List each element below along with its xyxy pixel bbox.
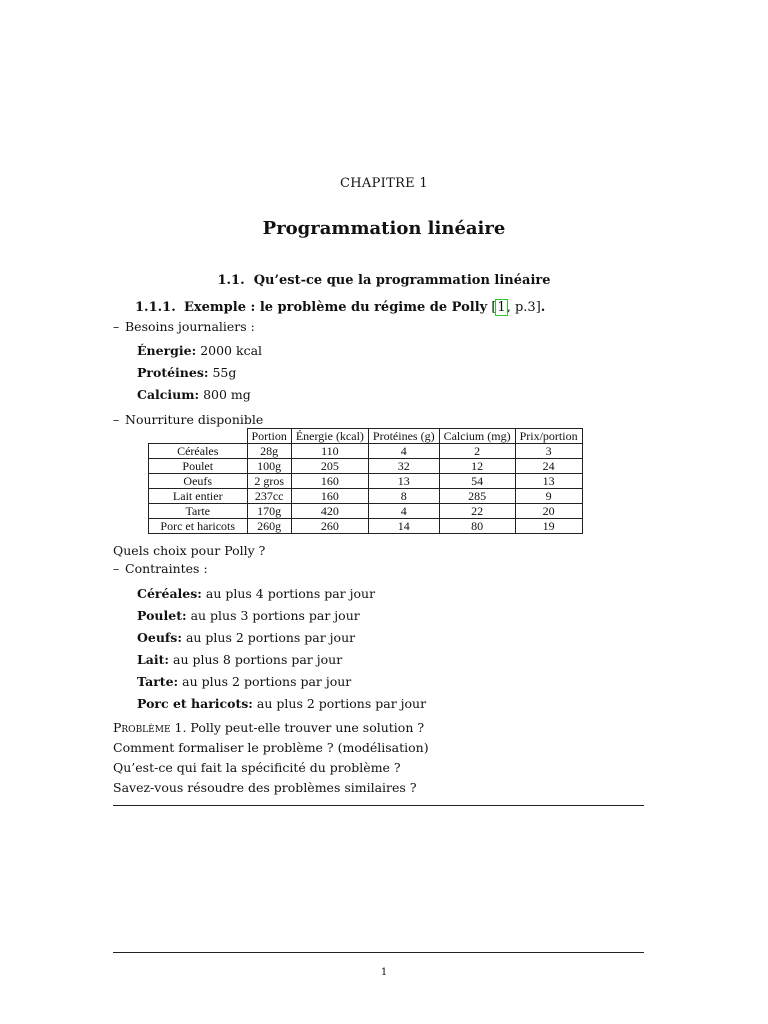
table-cell: Lait entier [149,489,248,504]
table-cell: Porc et haricots [149,519,248,534]
constraint-porc: Porc et haricots: au plus 2 portions par jour [137,696,427,711]
subsection-heading: 1.1.1. Exemple : le problème du régime de Polly [1, p.3]. [135,300,546,315]
chapter-label: CHAPITRE 1 [340,176,428,191]
table-cell: 285 [439,489,515,504]
table-cell: 80 [439,519,515,534]
problem-line-4: Savez-vous résoudre des problèmes similaires ? [113,780,417,795]
table-row [149,489,583,504]
constraint-tarte: Tarte: au plus 2 portions par jour [137,674,352,689]
table-header-cell: Énergie (kcal) [291,429,368,444]
table-cell: 4 [368,444,439,459]
table-cell: 160 [291,489,368,504]
table-cell: 22 [439,504,515,519]
table-row [149,519,583,534]
table-row [149,444,583,459]
table-row [149,459,583,474]
table-cell: 160 [291,474,368,489]
table-cell: 237cc [247,489,291,504]
table-row [149,504,583,519]
table-cell: Céréales [149,444,248,459]
table-cell: 9 [515,489,582,504]
citation: [1, p.3] [491,300,541,315]
table-cell: 54 [439,474,515,489]
page-number: 1 [380,967,388,978]
constraint-poulet: Poulet: au plus 3 portions par jour [137,608,360,623]
need-calcium: Calcium: 800 mg [137,387,251,402]
problem-line-2: Comment formaliser le problème ? (modélisation) [113,740,429,755]
table-cell: 14 [368,519,439,534]
citation-link[interactable]: 1 [497,300,506,315]
question-text: Quels choix pour Polly ? [113,543,266,558]
footer-rule [113,952,644,953]
problem-line-1: Problème 1. Polly peut-elle trouver une solution ? [113,720,425,735]
table-cell: 28g [247,444,291,459]
table-cell: 205 [291,459,368,474]
table-cell: 260g [247,519,291,534]
subsection-number: 1.1.1. [135,300,176,315]
table-cell: Poulet [149,459,248,474]
table-cell: Oeufs [149,474,248,489]
food-table [148,428,583,534]
needs-label: – Besoins journaliers : [113,319,255,334]
need-proteins: Protéines: 55g [137,365,237,380]
table-cell: 20 [515,504,582,519]
constraint-cereales: Céréales: au plus 4 portions par jour [137,586,376,601]
problem-label: Problème [113,720,171,735]
table-cell: 2 gros [247,474,291,489]
constraint-lait: Lait: au plus 8 portions par jour [137,652,343,667]
table-cell: 19 [515,519,582,534]
table-header-row [149,429,583,444]
table-cell: 420 [291,504,368,519]
table-header-cell: Portion [247,429,291,444]
need-energy: Énergie: 2000 kcal [137,343,263,358]
food-label: – Nourriture disponible [113,412,264,427]
problem-line-3: Qu’est-ce qui fait la spécificité du problème ? [113,760,401,775]
table-cell: 12 [439,459,515,474]
table-header-cell: Prix/portion [515,429,582,444]
chapter-title: Programmation linéaire [262,218,506,239]
table-cell: 260 [291,519,368,534]
section-title: Qu’est-ce que la programmation linéaire [253,273,551,288]
table-cell: 3 [515,444,582,459]
constraint-oeufs: Oeufs: au plus 2 portions par jour [137,630,356,645]
table-cell: 110 [291,444,368,459]
table-cell: 13 [368,474,439,489]
section-number: 1.1. [217,273,245,288]
problem-end-rule [113,805,644,806]
table-cell: 4 [368,504,439,519]
table-cell: Tarte [149,504,248,519]
table-cell: 100g [247,459,291,474]
table-cell: 170g [247,504,291,519]
table-cell: 13 [515,474,582,489]
subsection-title: Exemple : le problème du régime de Polly [183,300,488,315]
table-cell: 2 [439,444,515,459]
section-heading [0,273,768,288]
table-cell: 8 [368,489,439,504]
constraints-label: – Contraintes : [113,561,208,576]
table-cell: 32 [368,459,439,474]
table-row [149,474,583,489]
table-cell: 24 [515,459,582,474]
table-header-cell: Protéines (g) [368,429,439,444]
table-header-cell: Calcium (mg) [439,429,515,444]
